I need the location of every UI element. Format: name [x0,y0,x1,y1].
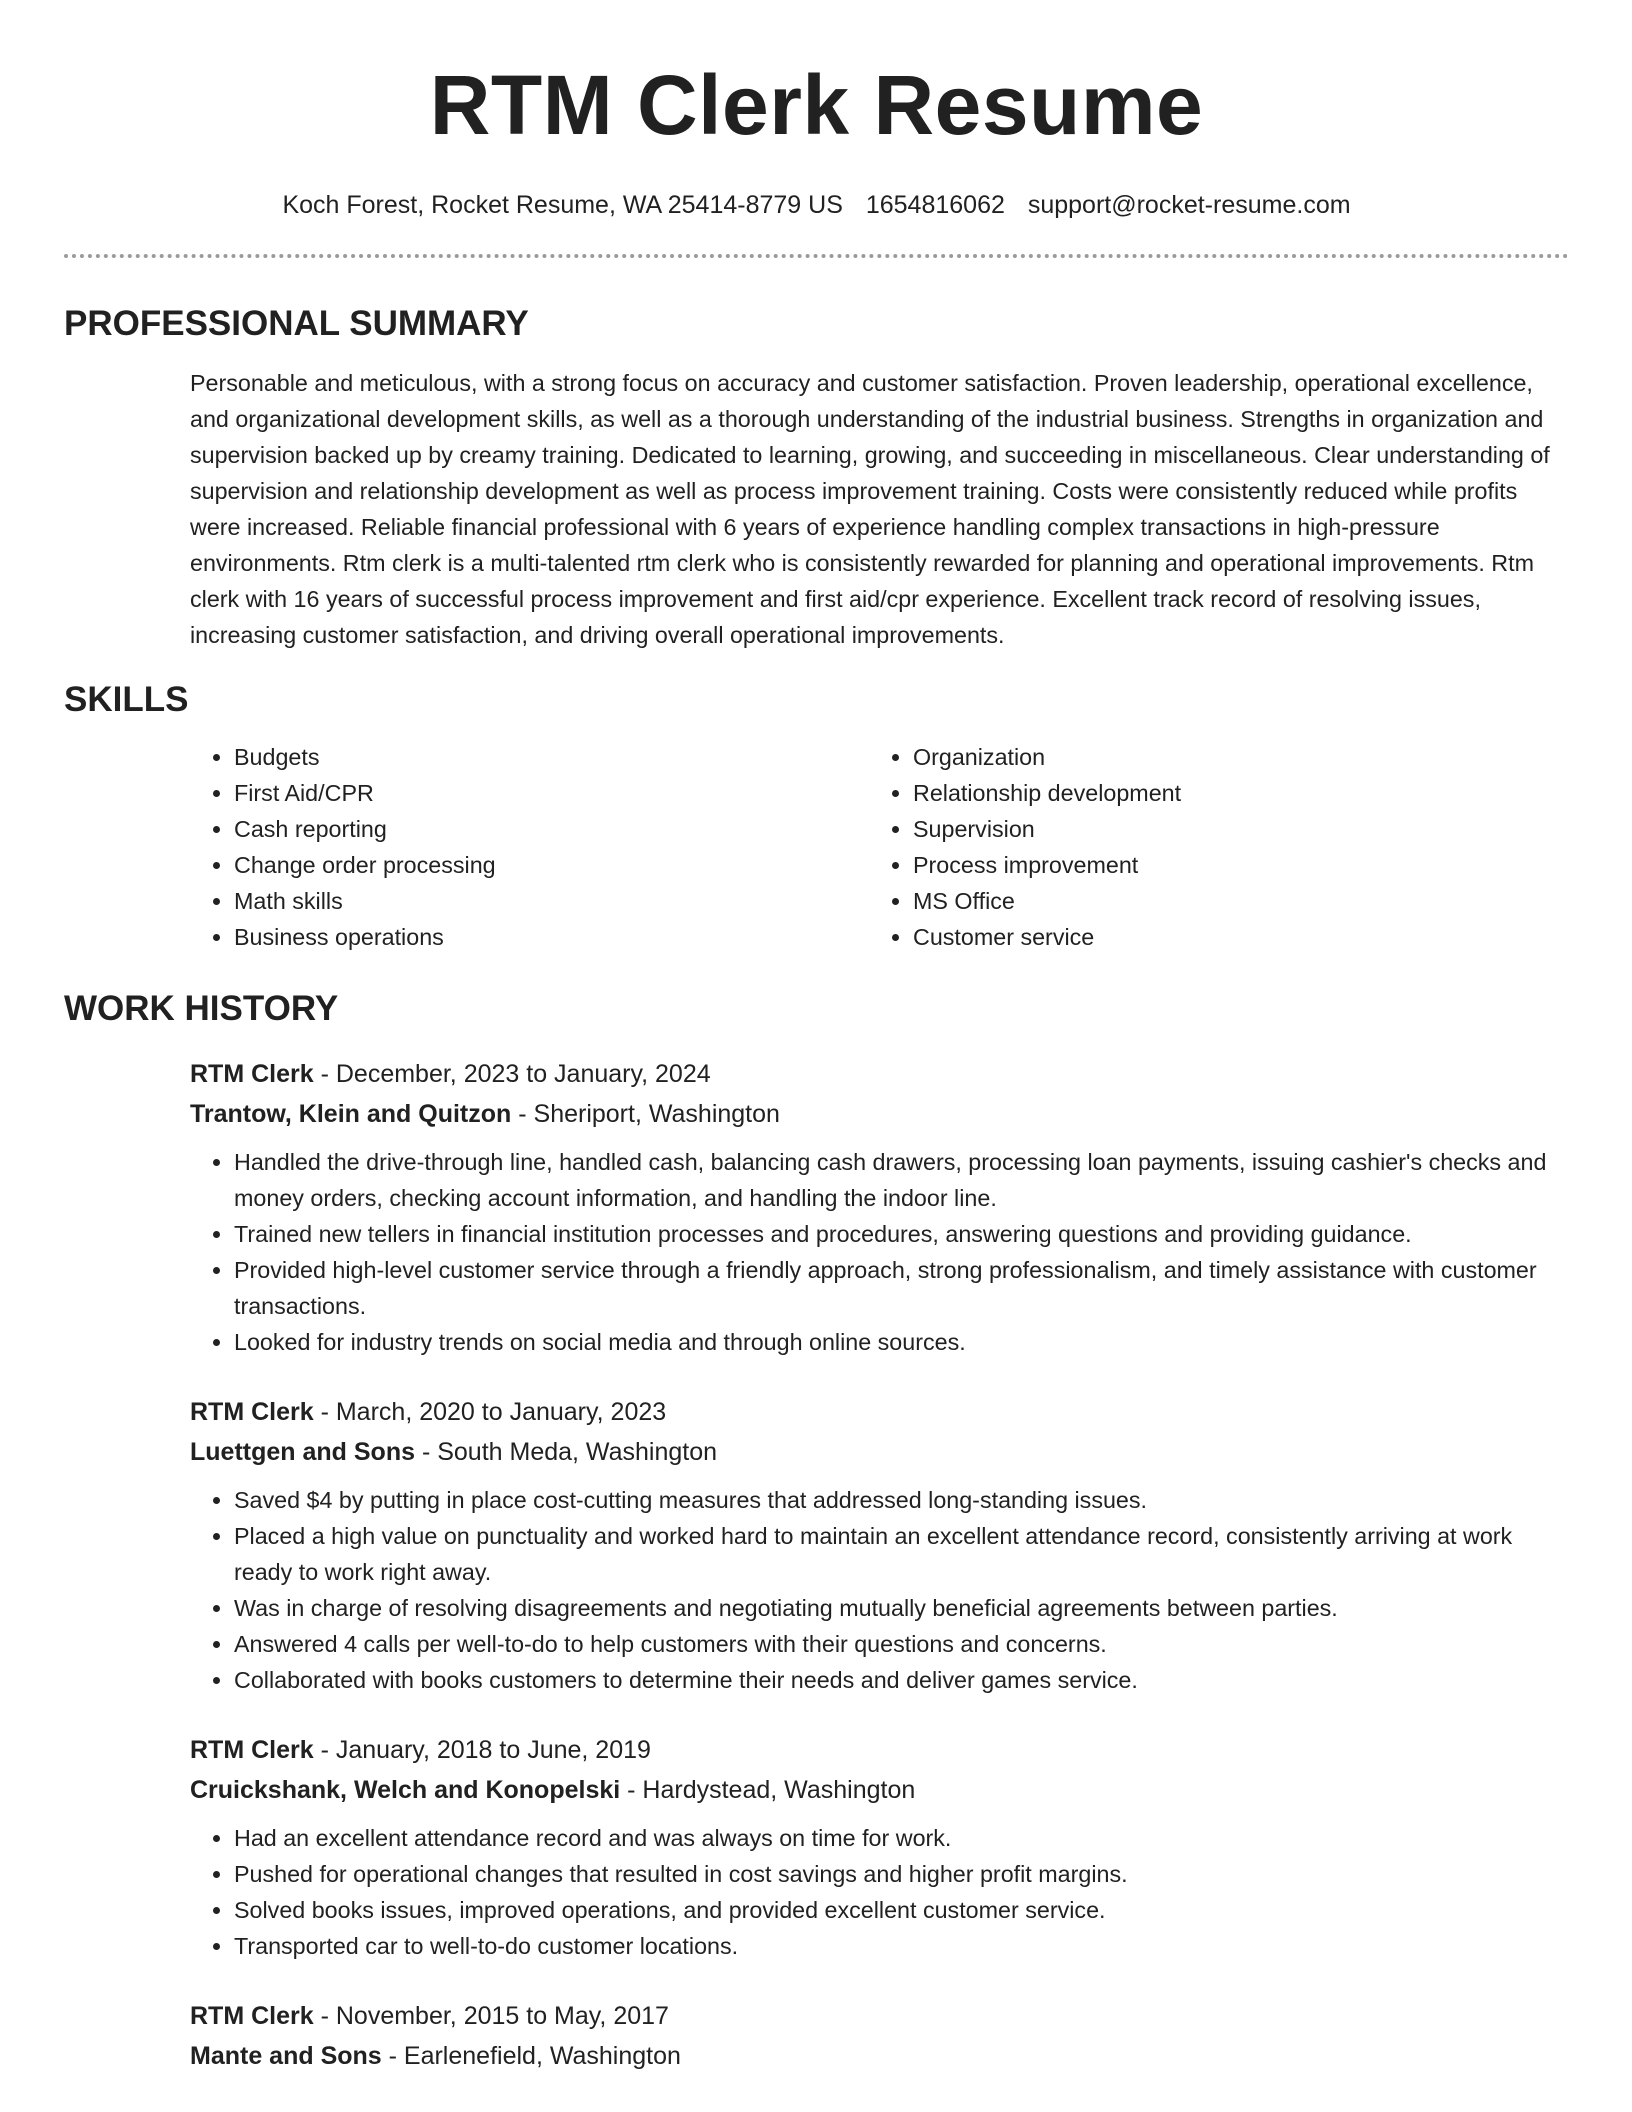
skill-item: • Supervision [913,811,1181,847]
job-bullets [190,1482,1569,1698]
job-company: Cruickshank, Welch and Konopelski [190,1776,621,1804]
separator: - [511,1100,534,1128]
separator: - [313,2002,336,2030]
skill-item: • First Aid/CPR [234,775,869,811]
job-bullet: • Solved books issues, improved operations, and provided excellent customer service. [234,1892,1569,1928]
job-entry [190,1392,1569,1698]
job-bullet: • Was in charge of resolving disagreements and negotiating mutually beneficial agreements between parties. [234,1590,1569,1626]
separator: - [313,1398,336,1426]
job-entry [190,1996,1569,2076]
job-bullet: • Placed a high value on punctuality and worked hard to maintain an excellent attendance record, consistently arriving at work ready to work right away. [234,1518,1569,1590]
separator: - [313,1736,336,1764]
skill-item: • Change order processing [234,847,869,883]
job-bullet: • Had an excellent attendance record and was always on time for work. [234,1820,1569,1856]
summary-text: Personable and meticulous, with a strong focus on accuracy and customer satisfaction. Proven leadership, operational excellence, and organizational development skills, as well as a thorough understanding of the industrial business. Strengths in organization and supervision backed up by creamy training. Dedicated to learning, growing, and succeeding in miscellaneous. Clear understanding of supervision and relationship development as well as process improvement training. Costs were consistently reduced while profits were increased. Reliable financial professional with 6 years of experience handling complex transactions in high-pressure environments. Rtm clerk is a multi-talented rtm clerk who is consistently rewarded for planning and operational improvements. Rtm clerk with 16 years of successful process improvement and first aid/cpr experience. Excellent track record of resolving issues, increasing customer satisfaction, and driving overall operational improvements. [190,370,1550,648]
job-title-line [190,1392,1569,1432]
skill-item: • Math skills [234,883,869,919]
job-title-line [190,1730,1569,1770]
job-company: Trantow, Klein and Quitzon [190,1100,512,1128]
skill-item: • MS Office [913,883,1181,919]
job-bullets [190,1144,1569,1360]
separator: - [620,1776,643,1804]
job-company-line [190,1770,1569,1810]
job-company-line [190,1094,1569,1134]
work-history-list [190,1054,1569,2076]
job-title: RTM Clerk [190,1398,314,1426]
job-bullet: • Saved $4 by putting in place cost-cutting measures that addressed long-standing issues. [234,1482,1569,1518]
job-dates: November, 2015 to May, 2017 [335,2002,669,2030]
job-company: Luettgen and Sons [190,1438,415,1466]
skills-list [190,739,1569,955]
job-dates: March, 2020 to January, 2023 [335,1398,667,1426]
contact-address: Koch Forest, Rocket Resume, WA 25414-8779 US [282,191,843,219]
job-entry [190,1054,1569,1360]
skills-column-1 [190,739,869,955]
job-location: South Meda, Washington [437,1438,718,1466]
skills-heading: SKILLS [64,680,189,719]
job-company: Mante and Sons [190,2042,382,2070]
job-entry [190,1730,1569,1964]
job-dates: December, 2023 to January, 2024 [335,1060,711,1088]
skill-item: • Process improvement [913,847,1181,883]
skill-item: • Cash reporting [234,811,869,847]
separator: - [415,1438,438,1466]
contact-email: support@rocket-resume.com [1027,191,1351,219]
job-dates: January, 2018 to June, 2019 [335,1736,651,1764]
job-title: RTM Clerk [190,1736,314,1764]
job-location: Earlenefield, Washington [403,2042,681,2070]
job-bullet: • Pushed for operational changes that resulted in cost savings and higher profit margins. [234,1856,1569,1892]
contact-phone: 1654816062 [865,191,1005,219]
skill-item: • Relationship development [913,775,1181,811]
resume-title: RTM Clerk Resume [429,58,1204,152]
job-bullet: • Transported car to well-to-do customer locations. [234,1928,1569,1964]
job-bullet: • Provided high-level customer service through a friendly approach, strong professionalism, and timely assistance with customer transactions. [234,1252,1569,1324]
job-title-line [190,1996,1569,2036]
job-company-line [190,1432,1569,1472]
contact-line [64,190,1569,220]
work-history-heading: WORK HISTORY [64,989,339,1028]
job-bullet: • Answered 4 calls per well-to-do to help customers with their questions and concerns. [234,1626,1569,1662]
job-title-line [190,1054,1569,1094]
job-company-line [190,2036,1569,2076]
job-title: RTM Clerk [190,1060,314,1088]
resume-page [64,0,1569,2112]
job-title: RTM Clerk [190,2002,314,2030]
job-location: Hardystead, Washington [642,1776,916,1804]
skill-item: • Customer service [913,919,1181,955]
job-bullet: • Trained new tellers in financial institution processes and procedures, answering questions and providing guidance. [234,1216,1569,1252]
skill-item: • Business operations [234,919,869,955]
header-divider [64,254,1569,258]
job-bullet: • Handled the drive-through line, handled cash, balancing cash drawers, processing loan payments, issuing cashier's checks and money orders, checking account information, and handling the indoor line. [234,1144,1569,1216]
separator: - [313,1060,336,1088]
skills-column-2 [869,739,1181,955]
job-bullet: • Looked for industry trends on social media and through online sources. [234,1324,1569,1360]
job-bullets [190,1820,1569,1964]
skill-item: • Budgets [234,739,869,775]
skill-item: • Organization [913,739,1181,775]
job-bullet: • Collaborated with books customers to determine their needs and deliver games service. [234,1662,1569,1698]
separator: - [381,2042,404,2070]
summary-heading: PROFESSIONAL SUMMARY [64,304,529,343]
job-location: Sheriport, Washington [533,1100,780,1128]
